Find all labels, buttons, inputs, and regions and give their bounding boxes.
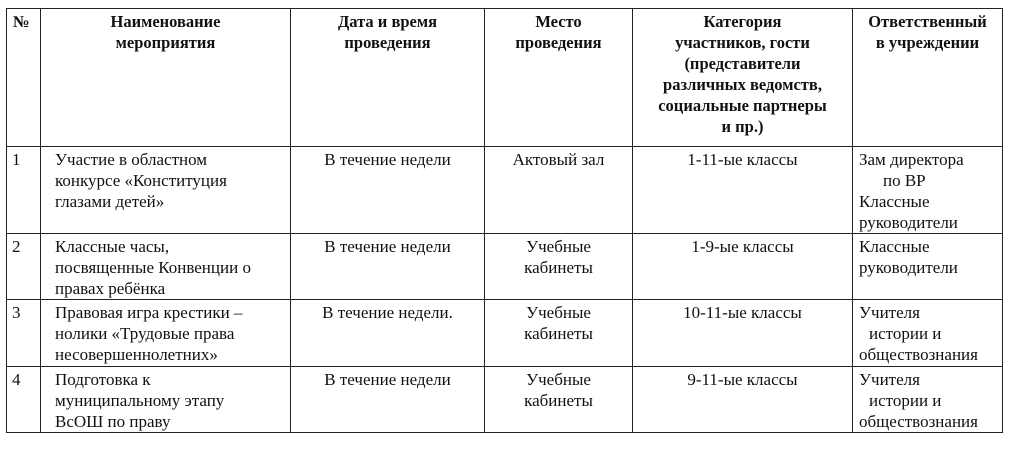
row-num: 4 (7, 367, 41, 433)
row-num: 2 (7, 234, 41, 300)
table-row (7, 234, 1003, 300)
row-responsible: Учителя истории и обществознания (853, 367, 1003, 433)
header-row (7, 9, 1003, 147)
row-num: 1 (7, 147, 41, 234)
row-participants: 1-9-ые классы (633, 234, 853, 300)
events-table (6, 8, 1003, 433)
table-row (7, 367, 1003, 433)
row-event: Подготовка к муниципальному этапу ВсОШ по праву (41, 367, 291, 433)
table-row (7, 300, 1003, 367)
row-place: Учебные кабинеты (485, 234, 633, 300)
header-date: Дата и время проведения (291, 9, 485, 147)
row-date: В течение недели (291, 147, 485, 234)
table-row (7, 147, 1003, 234)
row-num: 3 (7, 300, 41, 367)
row-responsible: Учителя истории и обществознания (853, 300, 1003, 367)
row-date: В течение недели (291, 367, 485, 433)
row-participants: 9-11-ые классы (633, 367, 853, 433)
row-participants: 10-11-ые классы (633, 300, 853, 367)
row-participants: 1-11-ые классы (633, 147, 853, 234)
row-place: Актовый зал (485, 147, 633, 234)
row-event: Правовая игра крестики – нолики «Трудовые права несовершеннолетних» (41, 300, 291, 367)
row-responsible: Классные руководители (853, 234, 1003, 300)
row-date: В течение недели (291, 234, 485, 300)
row-place: Учебные кабинеты (485, 367, 633, 433)
header-place: Место проведения (485, 9, 633, 147)
header-participants: Категория участников, гости (представители различных ведомств, социальные партнеры и пр.) (633, 9, 853, 147)
header-event: Наименование мероприятия (41, 9, 291, 147)
row-responsible: Зам директора по ВР Классные руководители (853, 147, 1003, 234)
header-responsible: Ответственный в учреждении (853, 9, 1003, 147)
row-date: В течение недели. (291, 300, 485, 367)
header-num: № (7, 9, 41, 147)
row-event: Участие в областном конкурсе «Конституция глазами детей» (41, 147, 291, 234)
row-event: Классные часы, посвященные Конвенции о правах ребёнка (41, 234, 291, 300)
row-place: Учебные кабинеты (485, 300, 633, 367)
